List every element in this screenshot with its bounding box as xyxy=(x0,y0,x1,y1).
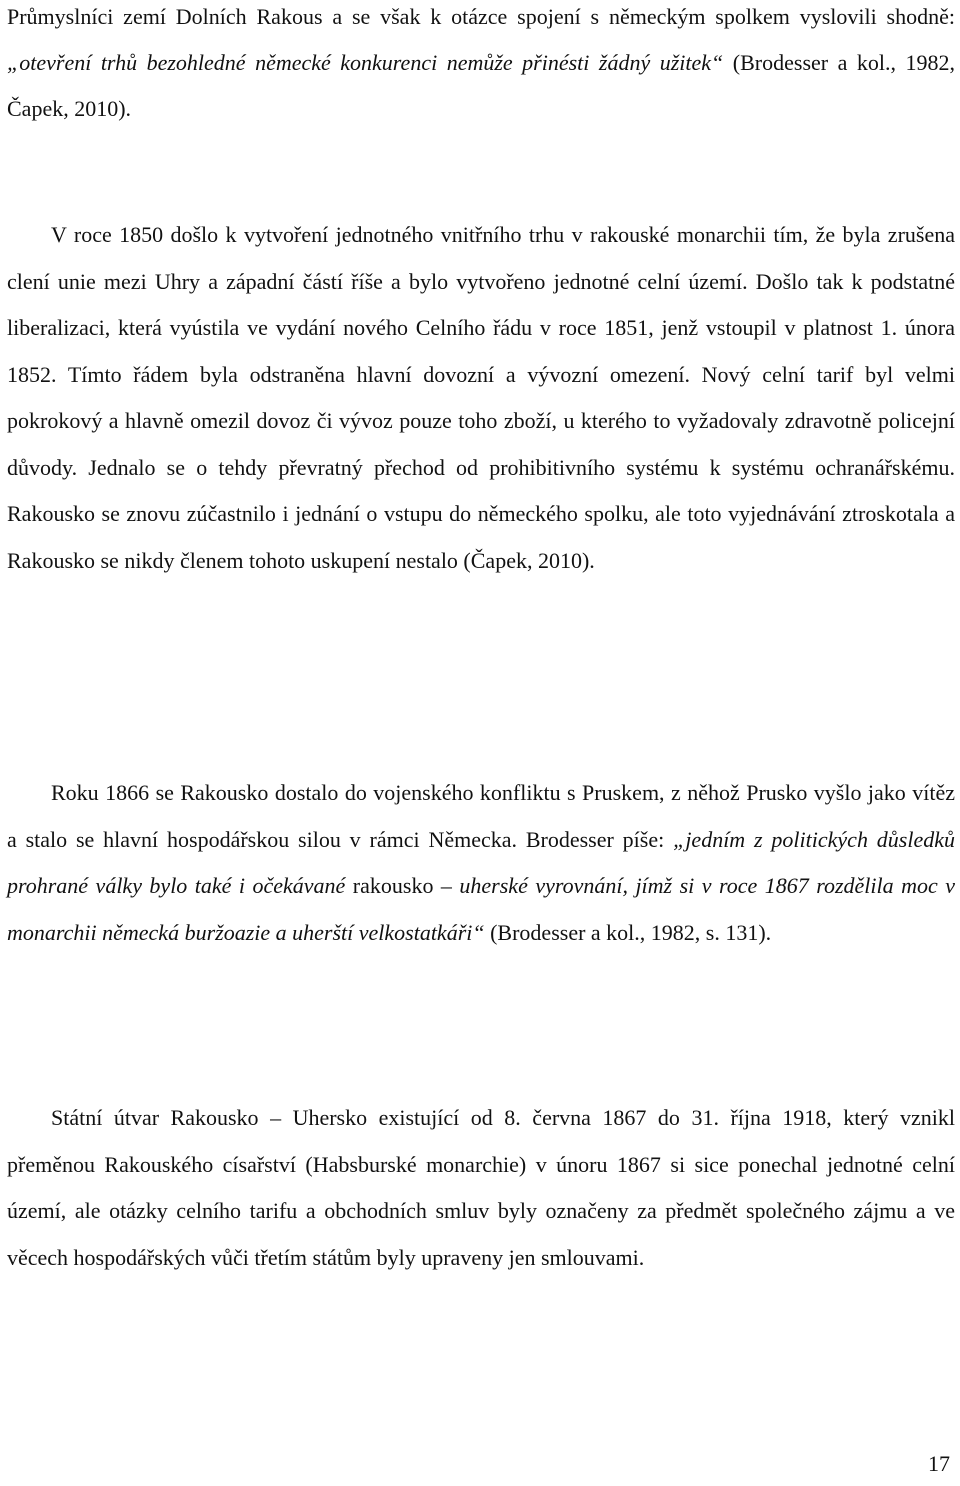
paragraph-4-text: Státní útvar Rakousko – Uhersko existující od 8. června 1867 do 31. října 1918, který vznikl přeměnou Rakouského císařství (Habsburské monarchie) v únoru 1867 si sice ponechal jednotné celní území, ale otázky celního tarifu a obchodních smluv byly označeny za předmět společného zájmu a ve věcech hospodářských vůči třetím státům byly upraveny jen smlouvami. xyxy=(7,1105,955,1270)
paragraph-4 xyxy=(7,1095,955,1281)
paragraph-2-text: V roce 1850 došlo k vytvoření jednotného vnitřního trhu v rakouské monarchii tím, že byla zrušena clení unie mezi Uhry a západní částí říše a bylo vytvořeno jednotné celní území. Došlo tak k podstatné liberalizaci, která vyústila ve vydání nového Celního řádu v roce 1851, jenž vstoupil v platnost 1. února 1852. Tímto řádem byla odstraněna hlavní dovozní a vývozní omezení. Nový celní tarif byl velmi pokrokový a hlavně omezil dovoz či vývoz pouze toho zboží, u kterého to vyžadovaly zdravotně policejní důvody. Jednalo se o tehdy převratný přechod od prohibitivního systému k systému ochranářskému. Rakousko se znovu zúčastnilo i jednání o vstupu do německého spolku, ale toto vyjednávání ztroskotala a Rakousko se nikdy členem tohoto uskupení nestalo (Čapek, 2010). xyxy=(7,222,955,573)
paragraph-3-quote-part-2: uherské vyrovnání, jímž si v roce 1867 rozdělila moc v monarchii německá buržoazie a uherští velkostatkáři“ xyxy=(7,873,956,945)
paragraph-1-quote: „otevření trhů bezohledné německé konkurenci nemůže přinésti žádný užitek“ xyxy=(7,50,724,75)
paragraph-3-citation: (Brodesser a kol., 1982, s. 131). xyxy=(484,919,772,945)
paragraph-1-text: Průmyslníci zemí Dolních Rakous a se však k otázce spojení s německým spolkem vyslovili shodně: xyxy=(7,4,955,29)
paragraph-3-text: Roku 1866 se Rakousko dostalo do vojenského konfliktu s Pruskem, z něhož Prusko vyšlo jako vítěz a stalo se hlavní hospodářskou silou v rámci Německa. Brodesser píše: xyxy=(7,780,955,852)
paragraph-2 xyxy=(7,212,955,584)
paragraph-3-quote-part-1: „jedním z politických důsledků prohrané války bylo také i očekávané xyxy=(7,826,955,898)
paragraph-3 xyxy=(7,770,955,956)
paragraph-3-dash: rakousko – xyxy=(345,873,460,898)
page-number: 17 xyxy=(928,1451,950,1476)
paragraph-1-citation: (Brodesser a kol., 1982, Čapek, 2010). xyxy=(7,50,955,121)
paragraph-1 xyxy=(7,0,955,132)
